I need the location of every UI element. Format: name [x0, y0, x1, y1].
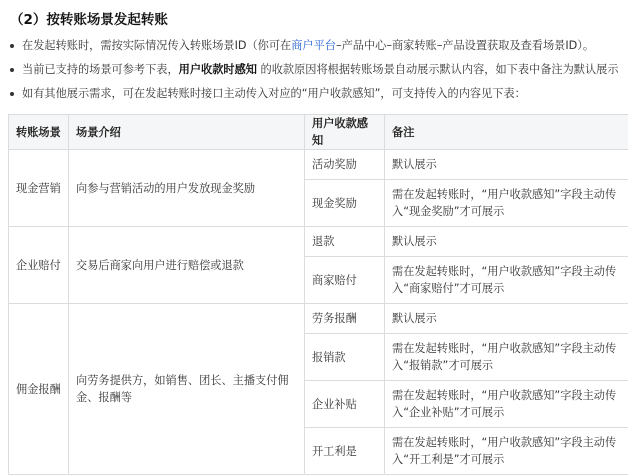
column-header-scene: 转账场景: [9, 115, 69, 150]
scene-cell: 企业赔付: [9, 227, 69, 304]
note-text: 需在发起转账时，“用户收款感知”字段主动传入“开工利是”才可展示: [392, 434, 628, 468]
transfer-scene-table: [8, 114, 628, 475]
note-cell: [385, 257, 628, 304]
bullet-bold-text: 用户收款时感知: [179, 63, 257, 76]
table-header-row: [9, 115, 628, 150]
scene-cell: 佣金报酬: [9, 304, 69, 475]
note-cell: 默认展示: [385, 227, 628, 257]
perception-cell: 商家赔付: [305, 257, 385, 304]
perception-cell: 报销款: [305, 334, 385, 381]
bullet-text: 如有其他展示需求，可在发起转账时接口主动传入对应的“用户收款感知”，可支持传入的内容见下表：: [22, 87, 526, 100]
note-cell: [385, 381, 628, 428]
bullet-item: [8, 84, 628, 108]
note-cell: [385, 428, 628, 475]
bullet-dot-icon: [10, 92, 14, 96]
table-row: [9, 304, 628, 334]
bullet-dot-icon: [10, 68, 14, 72]
note-cell: [385, 180, 628, 227]
note-text: 需在发起转账时，“用户收款感知”字段主动传入“企业补贴”才可展示: [392, 387, 628, 421]
table-row: [9, 227, 628, 257]
bullet-text: 当前已支持的场景可参考下表，: [22, 63, 179, 76]
perception-cell: 活动奖励: [305, 150, 385, 180]
perception-cell: 企业补贴: [305, 381, 385, 428]
table-row: [9, 150, 628, 180]
scene-cell: 现金营销: [9, 150, 69, 227]
note-cell: [385, 334, 628, 381]
column-header-intro: 场景介绍: [69, 115, 305, 150]
bullet-list: [8, 36, 628, 108]
bullet-text: –产品中心–商家转账–产品设置获取及查看场景ID）。: [336, 39, 594, 52]
merchant-platform-link[interactable]: 商户平台: [291, 39, 336, 52]
bullet-text: 的收款原因将根据转账场景自动展示默认内容，如下表中备注为默认展示: [257, 63, 619, 76]
note-cell: 默认展示: [385, 304, 628, 334]
bullet-item: [8, 60, 628, 84]
bullet-text: 在发起转账时，需按实际情况传入转账场景ID（你可在: [22, 39, 291, 52]
bullet-dot-icon: [10, 44, 14, 48]
intro-cell: 向劳务提供方，如销售、团长、主播支付佣金、报酬等: [69, 304, 305, 475]
note-text: 需在发起转账时，“用户收款感知”字段主动传入“商家赔付”才可展示: [392, 263, 628, 297]
perception-cell: 现金奖励: [305, 180, 385, 227]
column-header-note: 备注: [385, 115, 628, 150]
perception-cell: 退款: [305, 227, 385, 257]
column-header-perception: 用户收款感知: [305, 115, 385, 150]
section-heading: （2）按转账场景发起转账: [10, 8, 168, 28]
note-cell: 默认展示: [385, 150, 628, 180]
note-text: 需在发起转账时，“用户收款感知”字段主动传入“报销款”才可展示: [392, 340, 628, 374]
intro-cell: 交易后商家向用户进行赔偿或退款: [69, 227, 305, 304]
note-text: 需在发起转账时，“用户收款感知”字段主动传入“现金奖励”才可展示: [392, 186, 628, 220]
perception-cell: 劳务报酬: [305, 304, 385, 334]
bullet-item: [8, 36, 628, 60]
perception-cell: 开工利是: [305, 428, 385, 475]
intro-cell: 向参与营销活动的用户发放现金奖励: [69, 150, 305, 227]
